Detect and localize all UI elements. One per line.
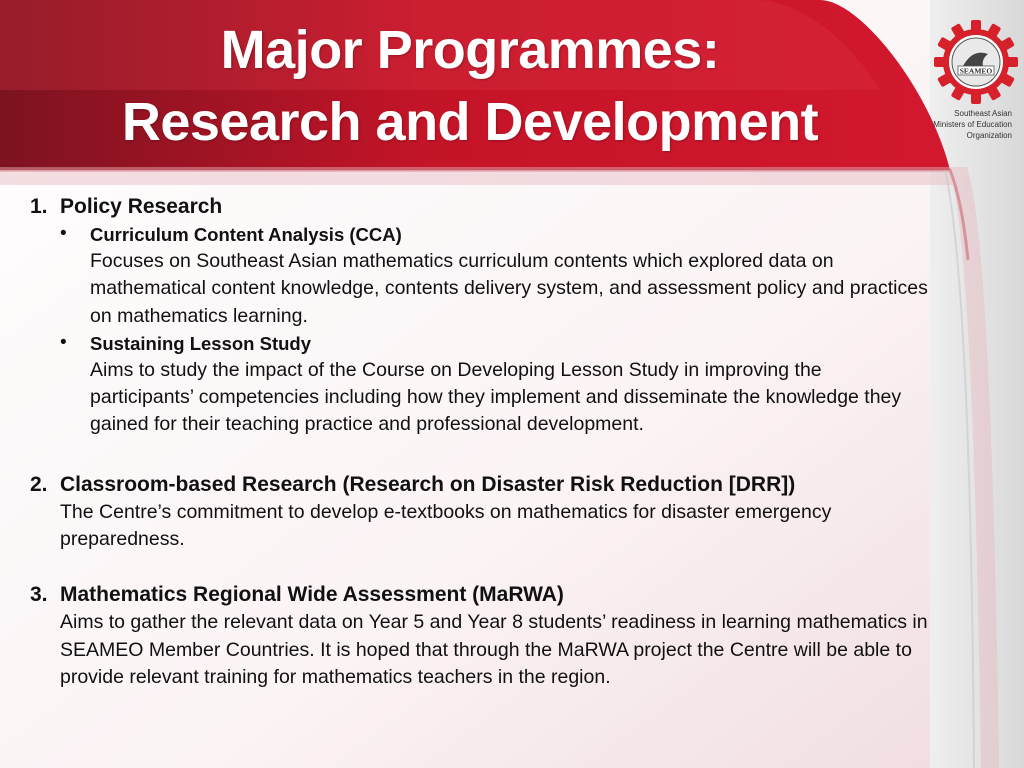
item-heading: Mathematics Regional Wide Assessment (MaRWA) <box>60 583 564 607</box>
org-line-1: Southeast Asian <box>954 109 1012 118</box>
subitem-cca <box>60 221 930 330</box>
programme-item-classroom-research <box>30 471 930 554</box>
subitem-heading: Sustaining Lesson Study <box>90 332 311 354</box>
programme-item-marwa <box>30 581 930 691</box>
bullet-icon: • <box>60 223 67 244</box>
item-number: 3. <box>30 583 48 607</box>
subitem-body: Aims to study the impact of the Course on Developing Lesson Study in improving the participants’ competencies including how they implement and disseminate the knowledge they gained for their teaching practice and professional development. <box>90 358 902 436</box>
organization-name <box>920 108 1012 141</box>
programme-item-policy-research <box>30 193 930 439</box>
seameo-logo-icon <box>934 20 1018 104</box>
item-heading: Policy Research <box>60 195 223 218</box>
title-line-1: Major Programmes: <box>220 20 720 80</box>
item-number: 1. <box>30 195 48 218</box>
page-title <box>60 14 880 158</box>
title-line-2: Research and Development <box>121 92 819 152</box>
item-heading: Classroom-based Research (Research on Disaster Risk Reduction [DRR]) <box>60 472 796 496</box>
subitem-body: Focuses on Southeast Asian mathematics curriculum contents which explored data on mathematical content knowledge, contents delivery system, and assessment policy and practices on mathematics learning. <box>90 250 928 327</box>
programme-list <box>30 193 930 691</box>
logo-emblem-text: SEAMEO <box>959 66 993 76</box>
org-line-2: Ministers of Education <box>933 120 1012 129</box>
subitem-lesson-study <box>60 330 930 439</box>
item-body: The Centre’s commitment to develop e-textbooks on mathematics for disaster emergency preparedness. <box>60 500 832 551</box>
org-line-3: Organization <box>966 131 1012 140</box>
item-body: Aims to gather the relevant data on Year 5 and Year 8 students’ readiness in learning mathematics in SEAMEO Member Countries. It is hoped that through the MaRWA project the Centre will be able to provide relevant training for mathematics teachers in the region. <box>60 611 928 688</box>
subitem-heading: Curriculum Content Analysis (CCA) <box>90 224 402 245</box>
item-number: 2. <box>30 472 48 496</box>
bullet-icon: • <box>60 331 67 353</box>
